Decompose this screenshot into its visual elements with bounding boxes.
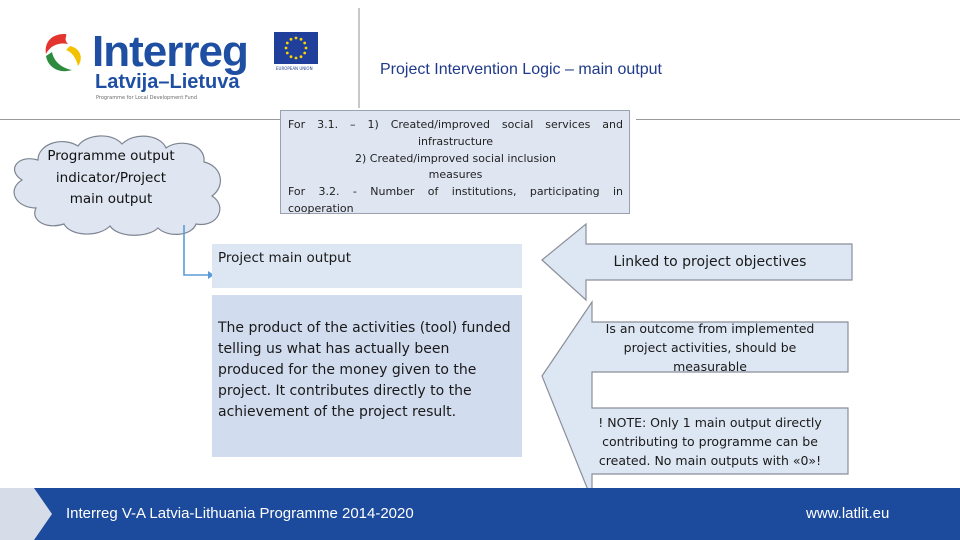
logo-swirl-icon bbox=[40, 30, 88, 76]
eu-flag-icon bbox=[274, 32, 318, 64]
definition-box: The product of the activities (tool) funded telling us what has actually been produced for the money given to the project. It contributes directly to the achievement of the project result. bbox=[212, 295, 522, 457]
footer-chevron-icon bbox=[0, 488, 60, 540]
indicator-line-1: For 3.1. – 1) Created/improved social services and bbox=[288, 118, 623, 131]
indicator-line-6: cooperation bbox=[288, 201, 354, 215]
logo-subtitle: Latvija–Lietuva bbox=[95, 71, 240, 93]
eu-caption: EUROPEAN UNION bbox=[276, 66, 313, 71]
footer-website-link[interactable]: www.latlit.eu bbox=[806, 505, 890, 522]
indicator-box bbox=[280, 110, 630, 214]
logo-tagline: Programme for Local Development Fund bbox=[96, 95, 198, 101]
indicator-line-4: measures bbox=[428, 168, 483, 182]
connector-arrow bbox=[180, 225, 216, 285]
indicator-line-5: For 3.2. - Number of institutions, participating in bbox=[288, 185, 623, 199]
footer-programme: Interreg V-A Latvia-Lithuania Programme 2014-2020 bbox=[66, 505, 414, 522]
main-output-box: Project main output bbox=[212, 244, 522, 288]
indicator-line-3: 2) Created/improved social inclusion bbox=[355, 151, 556, 165]
cloud-label: Programme output indicator/Project main output bbox=[47, 148, 175, 207]
divider-left bbox=[0, 119, 280, 120]
arrow-3-text: ! NOTE: Only 1 main output directly contributing to programme can be created. No main outputs with «0»! bbox=[598, 415, 822, 468]
header-divider bbox=[358, 8, 360, 108]
indicator-line-2: infrastructure bbox=[417, 134, 494, 148]
arrow-2-text: Is an outcome from implemented project activities, should be measurable bbox=[605, 321, 815, 374]
arrow-1-text: Linked to project objectives bbox=[613, 254, 807, 270]
divider-right bbox=[636, 119, 960, 120]
logo-wordmark: Interreg bbox=[92, 27, 248, 76]
page-title: Project Intervention Logic – main output bbox=[380, 61, 662, 78]
